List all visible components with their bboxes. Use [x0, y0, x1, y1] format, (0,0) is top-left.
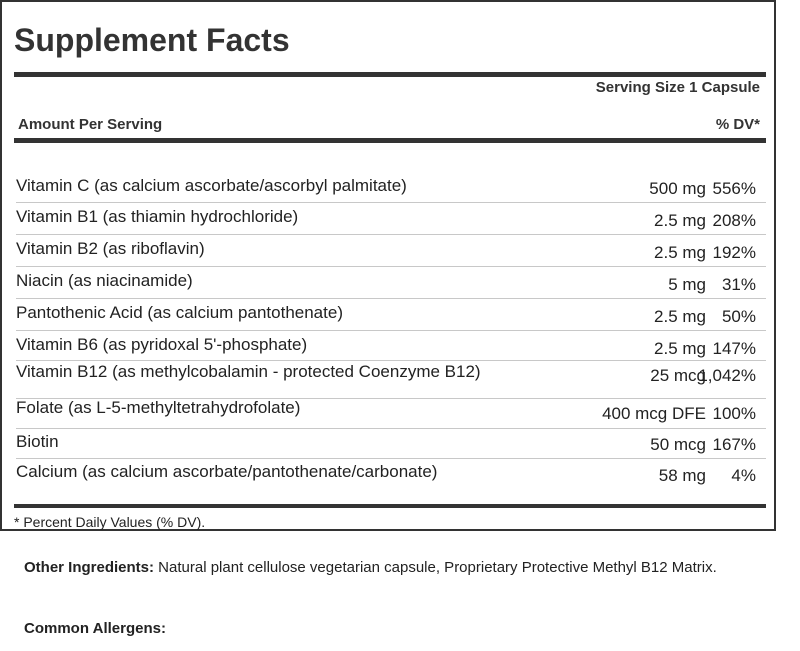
nutrient-row: [16, 331, 766, 361]
nutrient-row: [16, 235, 766, 267]
nutrient-amount: 25 mcg: [650, 366, 706, 385]
nutrient-amount: 50 mcg: [650, 435, 706, 454]
nutrient-amount: 5 mg: [668, 275, 706, 294]
nutrient-list: [16, 171, 766, 489]
nutrient-name: Biotin: [16, 432, 59, 451]
panel-title: Supplement Facts: [14, 22, 290, 58]
nutrient-dv: 4%: [731, 466, 756, 485]
nutrient-dv: 167%: [712, 435, 756, 454]
nutrient-name: Vitamin B1 (as thiamin hydrochloride): [16, 207, 299, 226]
bottom-divider: [14, 504, 766, 508]
other-ingredients-text: Natural plant cellulose vegetarian capsule, Proprietary Protective Methyl B12 Matrix.: [154, 559, 717, 576]
nutrient-name: Niacin (as niacinamide): [16, 271, 193, 290]
nutrient-dv: 208%: [712, 211, 756, 230]
nutrient-dv: 50%: [721, 307, 756, 326]
nutrient-row: [16, 361, 766, 399]
nutrient-name: Vitamin B6 (as pyridoxal 5'-phosphate): [16, 335, 308, 354]
nutrient-amount: 2.5 mg: [654, 307, 706, 326]
nutrient-amount: 400 mcg DFE: [602, 404, 706, 423]
nutrient-dv: 1,042%: [698, 366, 756, 385]
nutrient-row: [16, 171, 766, 203]
top-divider: [14, 72, 766, 77]
serving-size: Serving Size 1 Capsule: [595, 79, 760, 96]
nutrient-row: [16, 429, 766, 459]
nutrient-row: [16, 203, 766, 235]
common-allergens-label: Common Allergens:: [24, 620, 166, 637]
nutrient-dv: 147%: [712, 339, 756, 358]
nutrient-name: Vitamin B2 (as riboflavin): [16, 239, 205, 258]
nutrient-amount: 58 mg: [658, 466, 706, 485]
nutrient-amount: 2.5 mg: [654, 243, 706, 262]
nutrient-name: Folate (as L-5-methyltetrahydrofolate): [16, 398, 301, 417]
other-ingredients: [24, 555, 764, 580]
nutrient-name: Pantothenic Acid (as calcium pantothenate): [16, 303, 343, 322]
nutrient-row: [16, 459, 766, 489]
nutrient-amount: 2.5 mg: [654, 339, 706, 358]
nutrient-name: Vitamin B12 (as methylcobalamin - protected Coenzyme B12): [16, 362, 481, 381]
nutrient-row: [16, 267, 766, 299]
nutrient-dv: 556%: [712, 179, 756, 198]
nutrient-dv: 31%: [721, 275, 756, 294]
header-divider: [14, 138, 766, 143]
nutrient-dv: 192%: [712, 243, 756, 262]
nutrient-amount: 2.5 mg: [654, 211, 706, 230]
nutrient-dv: 100%: [712, 404, 756, 423]
nutrient-row: [16, 299, 766, 331]
nutrient-name: Vitamin C (as calcium ascorbate/ascorbyl palmitate): [16, 176, 407, 195]
nutrient-row: [16, 399, 766, 429]
amount-per-serving-header: Amount Per Serving: [18, 116, 163, 133]
dv-header: % DV*: [715, 116, 760, 133]
dv-footnote: * Percent Daily Values (% DV).: [14, 514, 206, 530]
nutrient-amount: 500 mg: [649, 179, 706, 198]
other-ingredients-label: Other Ingredients:: [24, 559, 155, 576]
nutrient-name: Calcium (as calcium ascorbate/pantothenate/carbonate): [16, 462, 438, 481]
